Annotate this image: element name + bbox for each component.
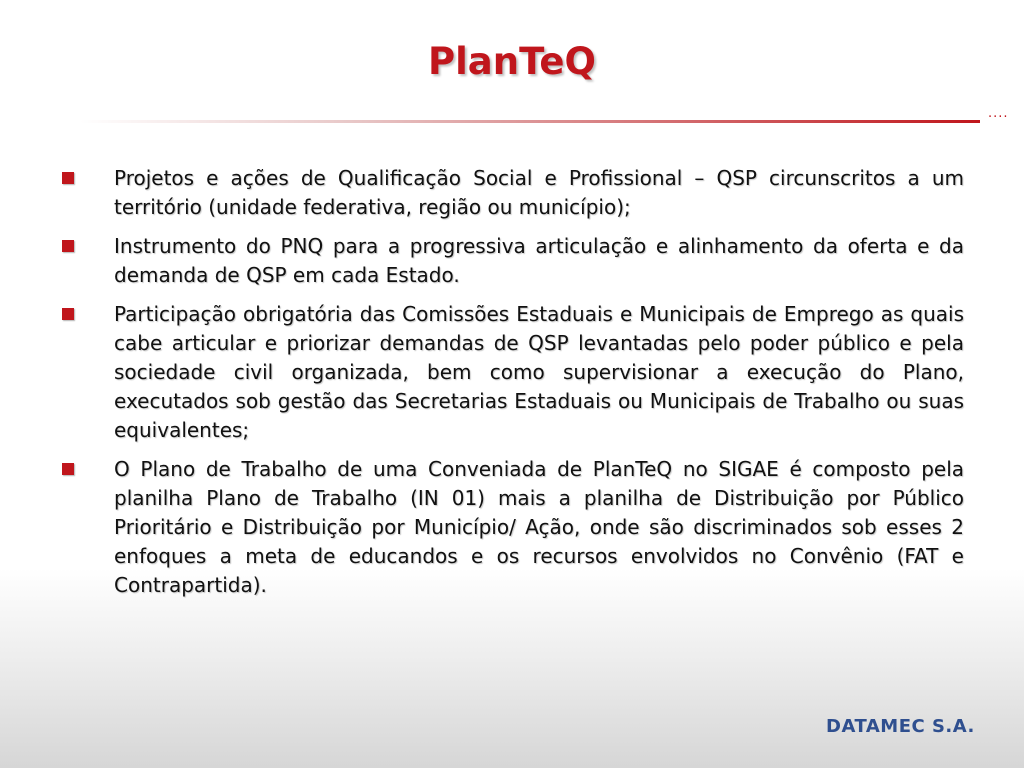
title-divider	[80, 120, 980, 123]
slide-title: PlanTeQ	[428, 40, 596, 83]
bullet-text: O Plano de Trabalho de uma Conveniada de PlanTeQ no SIGAE é composto pela planilha Plano de Trabalho (IN 01) mais a planilha de Distribuição por Público Prioritário e Distribuição por Município/ Ação, onde são discriminados sob esses 2 enfoques a meta de educandos e os recursos envolvidos no Convênio (FAT e Contrapartida).	[114, 457, 964, 597]
company-logo: DATAMEC S.A.	[826, 716, 975, 737]
bullet-item	[62, 232, 964, 290]
bullet-item	[62, 164, 964, 222]
bullet-text: Instrumento do PNQ para a progressiva articulação e alinhamento da oferta e da demanda de QSP em cada Estado.	[114, 234, 964, 287]
bullet-item	[62, 455, 964, 600]
square-bullet-icon	[62, 463, 74, 475]
divider-dots: ....	[988, 106, 1009, 121]
bullet-item	[62, 300, 964, 445]
bullet-list	[62, 164, 964, 610]
square-bullet-icon	[62, 172, 74, 184]
square-bullet-icon	[62, 240, 74, 252]
square-bullet-icon	[62, 308, 74, 320]
bullet-text: Projetos e ações de Qualificação Social e Profissional – QSP circunscritos a um território (unidade federativa, região ou município);	[114, 166, 964, 219]
bullet-text: Participação obrigatória das Comissões Estaduais e Municipais de Emprego as quais cabe articular e priorizar demandas de QSP levantadas pelo poder público e pela sociedade civil organizada, bem como supervisionar a execução do Plano, executados sob gestão das Secretarias Estaduais ou Municipais de Trabalho ou suas equivalentes;	[114, 302, 964, 442]
